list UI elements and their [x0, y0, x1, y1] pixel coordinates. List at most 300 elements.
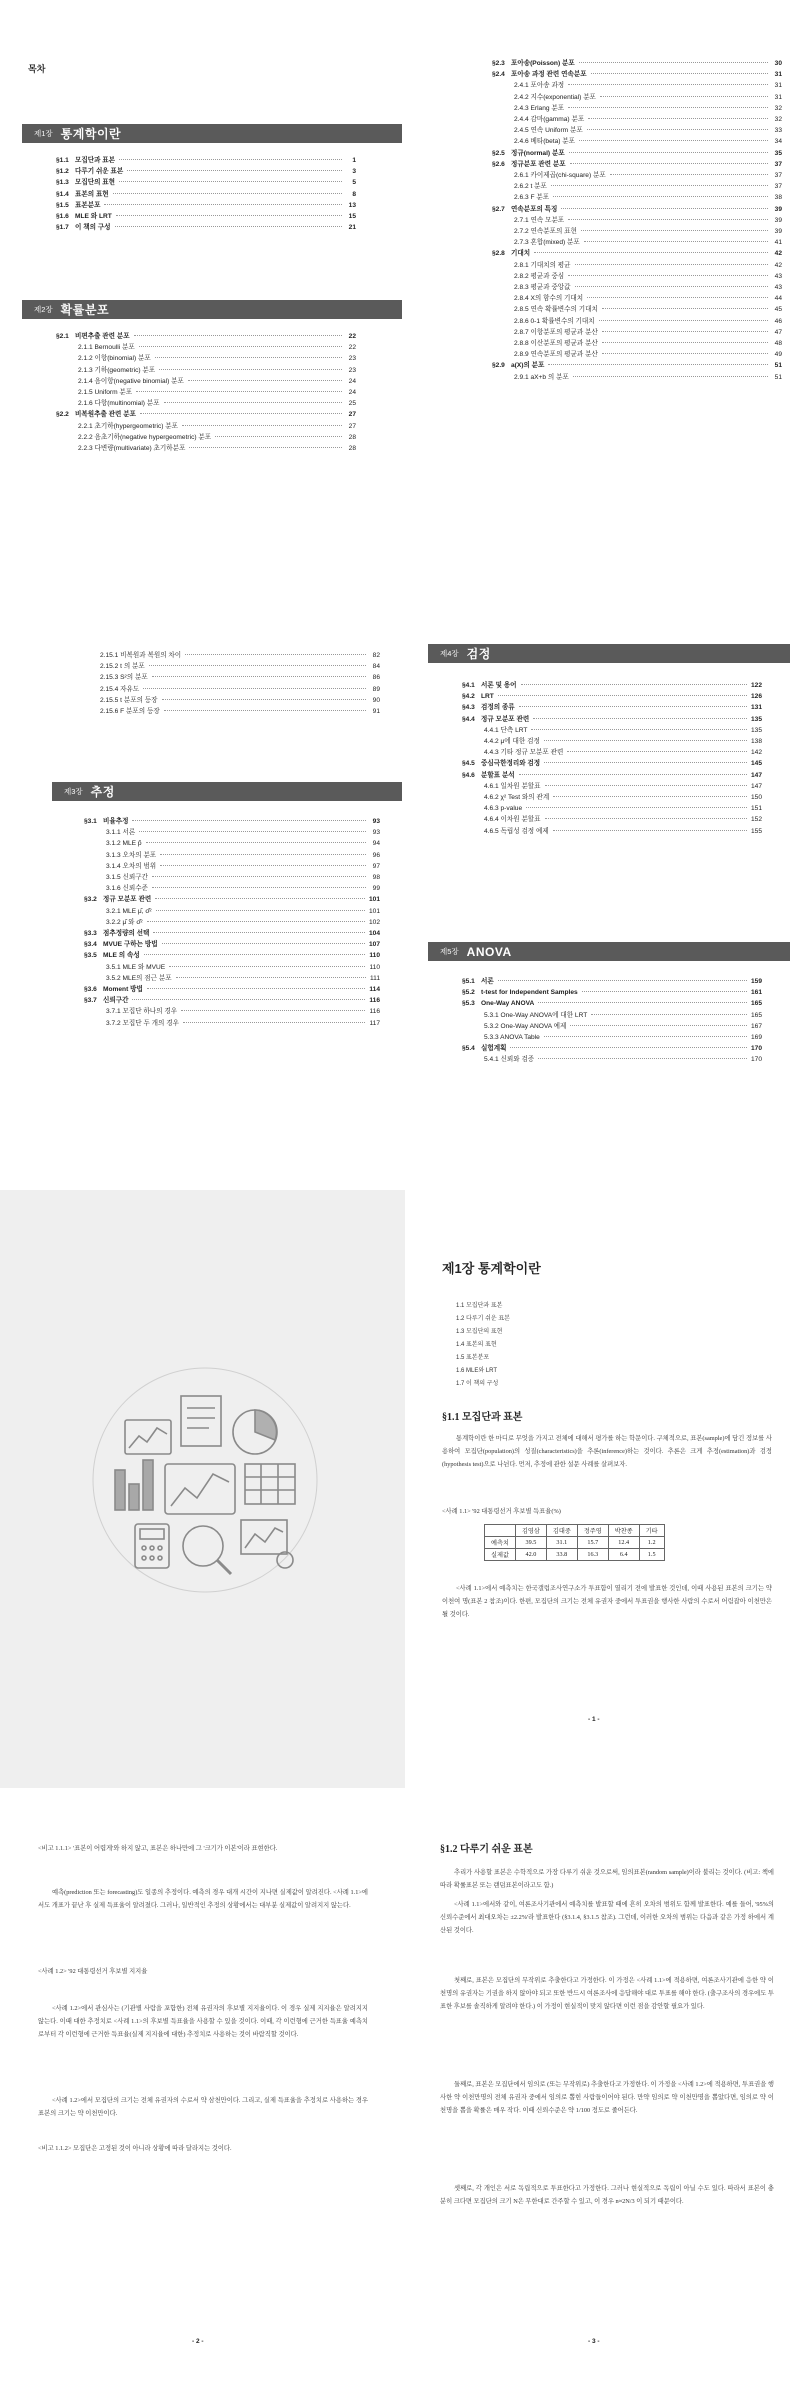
dot-leader: [533, 718, 747, 719]
toc-page-number: 33: [774, 127, 782, 135]
toc-entry[interactable]: [492, 338, 782, 349]
toc-entry[interactable]: [56, 353, 356, 364]
toc-page-number: 31: [774, 82, 782, 90]
toc-entry[interactable]: [462, 1032, 762, 1043]
toc-section-number: §3.7: [84, 997, 97, 1005]
toc-page-number: 150: [750, 794, 762, 802]
toc-entry[interactable]: [462, 758, 762, 769]
paragraph: <사례 1.2>에서 모집단의 크기는 전체 유권자의 수로서 약 삼천만이다. 그리고, 실제 득표율을 추정치로 사용하는 경우 표본의 크기는 약 이천만이다.: [38, 2097, 368, 2117]
toc-section-number: §4.4: [462, 715, 475, 723]
toc-page-number: 161: [750, 989, 762, 997]
page-number: - 1 -: [588, 1716, 600, 1723]
toc-entry-label: One-Way ANOVA: [481, 1000, 535, 1008]
toc-entry[interactable]: [84, 883, 380, 894]
dot-leader: [567, 751, 747, 752]
toc-entry[interactable]: [84, 861, 380, 872]
toc-section-number: §5.4: [462, 1045, 475, 1053]
dot-leader: [155, 898, 365, 899]
toc-entry[interactable]: [56, 398, 356, 409]
toc-page-number: 91: [372, 708, 380, 716]
toc-entry[interactable]: [84, 973, 380, 984]
paragraph: 둘째로, 표본은 모집단에서 임의로 (또는 무작위로) 추출한다고 가정한다. 이 가정을 <사례 1.2>에 적용하면, 투표권을 행사한 약 이천만명의 전체 유권자 중에서 임의로 뽑힌 사람들이어야 된다. 만약 임의로 약 이천만명을 뽑았다면, 임의로 약 이천명을 뽑을 확률은 매우 작다. 이때 신뢰수준은 약 1/100 정도로 줄어든다.: [440, 2081, 774, 2114]
toc-entry-label: 2.15.5 t 분포의 등장: [100, 696, 158, 704]
toc-page-number: 37: [774, 160, 782, 168]
table-row: [485, 1549, 665, 1561]
toc-section-number: §1.7: [56, 224, 69, 232]
toc-entry-label: 서론: [481, 978, 494, 985]
dot-leader: [544, 740, 747, 741]
section-heading: §1.2 다루기 쉬운 표본: [440, 1844, 533, 1855]
toc-entry[interactable]: [462, 1021, 762, 1032]
table-header-row: [485, 1525, 665, 1537]
toc-entry[interactable]: [462, 736, 762, 747]
toc-entry[interactable]: [492, 271, 782, 282]
toc-entry[interactable]: [84, 984, 380, 995]
toc-page-number: 37: [774, 183, 782, 191]
chapter-title: 추정: [90, 785, 115, 799]
table-cell: 예측치: [485, 1537, 516, 1549]
chapter-page-title: 제1장 통계학이란: [442, 1261, 541, 1276]
toc-page-number: 34: [774, 138, 782, 146]
toc-entry[interactable]: [462, 814, 762, 825]
toc-entry-label: 2.1.3 기하(geometric) 분포: [78, 366, 156, 374]
toc-entry-label: 정규 모분포 관련: [481, 715, 530, 723]
dot-leader: [548, 364, 768, 365]
toc-entry-label: 4.4.1 단측 LRT: [484, 726, 528, 734]
toc-entry[interactable]: [462, 1010, 762, 1021]
dot-leader: [152, 676, 366, 677]
table-header-cell: 김대중: [546, 1525, 577, 1537]
toc-entry[interactable]: [462, 691, 762, 702]
toc-page-number: 39: [774, 205, 782, 213]
toc-entry-label: 2.8.3 평균과 중앙값: [514, 284, 571, 292]
toc-entry[interactable]: [492, 204, 782, 215]
dot-leader: [134, 335, 342, 336]
dot-leader: [156, 910, 365, 911]
dot-leader: [568, 107, 768, 108]
toc-entry[interactable]: [84, 1018, 380, 1029]
paragraph: <사례 1.1>에서 예측치는 한국갤럽조사연구소가 투표함이 열리기 전에 발표한 것인데, 이때 사용된 표본의 크기는 약 이천여 명(표본 2 참조)이다. 한편, 모집단의 크기는 전체 유권자 중에서 투표권을 행사한 사람의 수로서 어림잡아 이천만은 될 것이다.: [442, 1585, 772, 1618]
toc-page-number: 86: [372, 674, 380, 682]
toc-entry-label: 서론 및 용어: [481, 682, 517, 689]
toc-entry[interactable]: [462, 702, 762, 713]
toc-entry-label: 2.6.3 F 분포: [514, 194, 550, 202]
toc-entry[interactable]: [56, 409, 356, 420]
toc-page-number: 23: [348, 355, 356, 363]
toc-entry-label: 비복원추출 관련 분포: [75, 411, 136, 419]
chapter-number: 제5장: [440, 947, 459, 956]
toc-page-number: 28: [348, 433, 356, 441]
example-caption: <사례 1.1> '92 대통령선거 후보별 득표율(%): [442, 1508, 561, 1515]
toc-entry[interactable]: [84, 906, 380, 917]
dot-leader: [538, 1002, 747, 1003]
toc-entry-label: 3.5.1 MLE 와 MVUE: [106, 963, 166, 971]
toc-entry[interactable]: [462, 1054, 762, 1065]
dot-leader: [115, 226, 342, 227]
toc-entry-label: MVUE 구하는 방법: [103, 941, 158, 949]
toc-entry[interactable]: [462, 781, 762, 792]
toc-entry[interactable]: [84, 962, 380, 973]
paragraph: 추리가 사용할 표본은 수학적으로 가장 다루기 쉬운 것으로써, 임의표본(random sample)이라 불리는 것이다. (비고: 책에 따라 확률표본 또는 랜덤표본이라고도 함.): [440, 1869, 774, 1889]
toc-entry[interactable]: [56, 421, 356, 432]
toc-entry[interactable]: [492, 226, 782, 237]
toc-entry[interactable]: [462, 987, 762, 998]
toc-entry[interactable]: [492, 215, 782, 226]
toc-entry-label: 2.7.3 혼합(mixed) 분포: [514, 239, 580, 247]
toc-entry-label: 모집단의 표현: [75, 179, 116, 187]
toc-entry[interactable]: [84, 939, 380, 950]
toc-entry[interactable]: [492, 327, 782, 338]
toc-entry-label: 2.4.3 Erlang 분포: [514, 104, 565, 112]
toc-entry-label: 4.6.3 p-value: [484, 805, 523, 813]
statistics-illustration: [85, 1360, 325, 1600]
toc-page-number: 99: [372, 885, 380, 893]
toc-chapter-3: [84, 816, 380, 1029]
toc-page-number: 42: [774, 261, 782, 269]
toc-entry[interactable]: [462, 998, 762, 1009]
toc-entry-label: 3.1.1 서론: [106, 829, 136, 837]
table-cell: 1.2: [639, 1537, 664, 1549]
toc-entry-label: 4.6.5 독립성 검정 예제: [484, 827, 549, 835]
vote-table: [484, 1524, 665, 1561]
toc-page-number: 110: [369, 952, 380, 960]
paragraph: 통계학이란 한 마디로 무엇을 가지고 전체에 대해서 평가를 하는 학문이다. 구체적으로, 표본(sample)에 담긴 정보를 사용하여 모집단(population)의 성질(characteristics)을 추론(inference)하는 것이다. 추론은 크게 추정(estimation)과 검정(hypothesis test)으로 나뉜다. 먼저, 추정에 관한 설문 사례를 살펴보자.: [442, 1435, 772, 1468]
dot-leader: [569, 152, 768, 153]
section-heading: §1.1 모집단과 표본: [442, 1412, 523, 1423]
toc-page-number: 51: [774, 362, 782, 370]
dot-leader: [568, 219, 768, 220]
toc-page-number: 167: [750, 1022, 762, 1030]
toc-chapter-2: [56, 331, 356, 454]
toc-entry[interactable]: [492, 103, 782, 114]
toc-entry-label: 포아송 과정 관련 연속분포: [511, 71, 587, 79]
chapter-header-4: [428, 644, 790, 663]
toc-section-number: §1.5: [56, 201, 69, 209]
toc-entry[interactable]: [56, 387, 356, 398]
toc-entry[interactable]: [84, 995, 380, 1006]
toc-entry-label: 3.1.6 신뢰수준: [106, 885, 148, 893]
toc-entry[interactable]: [492, 181, 782, 192]
chapter-mini-toc: [456, 1300, 510, 1391]
toc-page-number: 51: [774, 373, 782, 381]
toc-entry[interactable]: [56, 177, 356, 188]
toc-entry[interactable]: [492, 136, 782, 147]
toc-section-number: §3.2: [84, 896, 97, 904]
dot-leader: [113, 193, 342, 194]
dot-leader: [152, 887, 366, 888]
paragraph: <사례 1.2>에서 관심사는 (기관별 사람을 포함한) 전체 유권자의 후보별 지지율이다. 이 경우 실제 지지율은 알려지지 않는다. 이때 대한 추정치로 <사례 1.1>의 후보별 득표율을 사용할 수 있을 것이다. 이때, 각 이런형에 근거한 득표율 예측치로부터 각 이런형에 근거한 득표율(실제 지지율에 대한) 추정치로 사용하는 것이 바람직할 것이다.: [38, 2005, 368, 2038]
toc-entry[interactable]: [462, 680, 762, 691]
toc-entry[interactable]: [492, 114, 782, 125]
table-cell: 16.3: [577, 1549, 608, 1561]
dot-leader: [588, 118, 768, 119]
toc-section-number: §4.2: [462, 693, 475, 701]
toc-entry-label: 2.15.2 t 의 분포: [100, 663, 145, 671]
toc-entry[interactable]: [462, 714, 762, 725]
dot-leader: [610, 174, 768, 175]
toc-entry-label: 3.7.1 모집단 하나의 경우: [106, 1008, 178, 1016]
dot-leader: [538, 1058, 747, 1059]
toc-entry-label: 기대치: [511, 250, 531, 258]
toc-entry-label: 포아송(Poisson) 분포: [511, 60, 575, 67]
toc-entry[interactable]: [84, 917, 380, 928]
toc-entry[interactable]: [462, 725, 762, 736]
toc-section-number: §3.1: [84, 818, 97, 825]
toc-entry[interactable]: [100, 672, 380, 683]
table-cell: 33.8: [546, 1549, 577, 1561]
toc-page-number: 142: [750, 749, 762, 757]
toc-entry[interactable]: [492, 80, 782, 91]
toc-entry[interactable]: [56, 443, 356, 454]
dot-leader: [143, 688, 366, 689]
toc-entry[interactable]: [84, 928, 380, 939]
dot-leader: [602, 331, 768, 332]
toc-page-number: 24: [348, 389, 356, 397]
dot-leader: [152, 876, 366, 877]
toc-page-number: 117: [369, 1019, 380, 1027]
dot-leader: [169, 966, 365, 967]
toc-entry[interactable]: [492, 237, 782, 248]
toc-entry[interactable]: [56, 200, 356, 211]
toc-entry-label: 2.9.1 aX+b 의 분포: [514, 373, 569, 381]
chapter-title: ANOVA: [466, 944, 512, 959]
toc-section-number: §2.1: [56, 333, 69, 340]
toc-page-number: 43: [774, 284, 782, 292]
dot-leader: [510, 1047, 747, 1048]
toc-entry[interactable]: [84, 1006, 380, 1017]
toc-page-number: 135: [750, 715, 762, 723]
toc-page-number: 38: [774, 194, 782, 202]
dot-leader: [544, 1036, 747, 1037]
toc-page-number: 170: [750, 1045, 762, 1053]
page-number: - 3 -: [588, 2338, 600, 2345]
toc-entry-label: 4.6.1 일차원 분할표: [484, 782, 541, 790]
note: <비고 1.1.2> 모집단은 고정된 것이 아니라 상황에 따라 달라지는 것이다.: [38, 2145, 232, 2152]
toc-entry-label: 2.4.6 베타(beta) 분포: [514, 138, 576, 146]
toc-entry-label: 2.15.6 F 분포의 등장: [100, 708, 160, 716]
toc-entry[interactable]: [56, 166, 356, 177]
dot-leader: [591, 73, 768, 74]
toc-entry[interactable]: [492, 304, 782, 315]
dot-leader: [587, 129, 768, 130]
toc-entry[interactable]: [462, 1043, 762, 1054]
toc-entry[interactable]: [56, 432, 356, 443]
toc-entry[interactable]: [492, 316, 782, 327]
toc-page-number: 165: [750, 1011, 762, 1019]
toc-page-number: 94: [372, 840, 380, 848]
toc-page-number: 25: [348, 400, 356, 408]
toc-entry[interactable]: [492, 69, 782, 80]
toc-entry[interactable]: [492, 260, 782, 271]
toc-entry[interactable]: [56, 342, 356, 353]
dot-leader: [579, 62, 768, 63]
mini-toc-item: 1.4 표본의 표현: [456, 1342, 497, 1348]
toc-page-number: 44: [774, 295, 782, 303]
toc-entry-label: 3.5.2 MLE의 점근 분포: [106, 974, 172, 982]
paragraph: 셋째로, 각 개인은 서로 독립적으로 투표한다고 가정한다. 그러나 현실적으로 독립이 아닐 수도 있다. 따라서 표본이 충분히 크다면 모집단의 크기 N은 무한대로 간주할 수 있고, 이 경우 n≈2N/3 이 되기 때문이다.: [440, 2185, 774, 2205]
toc-entry[interactable]: [462, 770, 762, 781]
dot-leader: [581, 230, 768, 231]
toc-page-number: 31: [774, 93, 782, 101]
toc-entry[interactable]: [492, 248, 782, 259]
toc-page-number: 111: [369, 974, 380, 982]
toc-entry-label: 표본분포: [75, 201, 101, 209]
toc-entry-label: 3.1.4 오차의 범위: [106, 862, 157, 870]
dot-leader: [160, 854, 366, 855]
toc-page-number: 104: [368, 930, 380, 938]
toc-entry-label: MLE 와 LRT: [75, 213, 112, 221]
toc-entry-label: 2.1.2 이항(binomial) 분포: [78, 355, 151, 363]
table-cell: 15.7: [577, 1537, 608, 1549]
toc-page-number: 114: [369, 986, 380, 994]
dot-leader: [591, 1014, 747, 1015]
toc-entry[interactable]: [100, 684, 380, 695]
toc-page-number: 155: [750, 827, 762, 835]
toc-entry-label: 2.8.4 X의 함수의 기대치: [514, 295, 584, 303]
toc-entry[interactable]: [84, 850, 380, 861]
toc-page-number: 49: [774, 351, 782, 359]
toc-page-number: 82: [372, 652, 380, 659]
toc-page-number: 23: [348, 366, 356, 374]
toc-entry-label: 4.6.4 이차원 분할표: [484, 816, 541, 824]
toc-entry[interactable]: [492, 372, 782, 383]
toc-entry-label: 표본의 표현: [75, 190, 109, 198]
toc-entry-label: LRT: [481, 693, 494, 701]
table-header-cell: [485, 1525, 516, 1537]
toc-entry[interactable]: [84, 950, 380, 961]
dot-leader: [579, 140, 768, 141]
dot-leader: [127, 170, 342, 171]
toc-page-number: 138: [750, 738, 762, 746]
dot-leader: [149, 665, 366, 666]
toc-spread-1: [0, 0, 810, 590]
dot-leader: [519, 774, 747, 775]
toc-page-number: 5: [352, 179, 356, 187]
toc-entry[interactable]: [56, 365, 356, 376]
toc-entry[interactable]: [492, 148, 782, 159]
toc-entry[interactable]: [462, 803, 762, 814]
toc-entry[interactable]: [100, 706, 380, 717]
toc-entry[interactable]: [492, 159, 782, 170]
chapter-cover-page: [0, 1190, 405, 1788]
toc-entry-label: 3.2.2 μ̂ 와 σ̂²: [106, 918, 143, 926]
toc-entry-label: 2.8.8 이산분포의 평균과 분산: [514, 340, 598, 348]
mini-toc-item: 1.3 모집단의 표현: [456, 1329, 503, 1335]
toc-entry[interactable]: [56, 155, 356, 166]
toc-entry-label: 2.7.1 연속 모분포: [514, 216, 565, 224]
toc-entry[interactable]: [84, 894, 380, 905]
toc-entry-label: 5.3.1 One-Way ANOVA에 대한 LRT: [484, 1011, 588, 1019]
toc-entry[interactable]: [56, 189, 356, 200]
dot-leader: [526, 807, 747, 808]
toc-section-number: §5.2: [462, 989, 475, 997]
toc-entry[interactable]: [56, 331, 356, 342]
dot-leader: [544, 762, 747, 763]
dot-leader: [153, 932, 365, 933]
chapter-number: 제3장: [64, 787, 83, 796]
toc-page-number: 13: [348, 201, 356, 209]
dot-leader: [521, 684, 747, 685]
toc-entry[interactable]: [56, 376, 356, 387]
chapter-header-1: [22, 124, 402, 143]
example-caption: <사례 1.2> '92 대통령선거 후보별 지지율: [38, 1968, 148, 1975]
dot-leader: [181, 1010, 365, 1011]
toc-page-number: 22: [348, 344, 356, 352]
toc-entry-label: 2.15.4 자유도: [100, 685, 140, 693]
toc-page-number: 101: [368, 907, 380, 915]
paragraph: <사례 1.1>에서와 같이, 여론조사기관에서 예측치를 발표할 때에 흔히 오차의 범위도 함께 발표한다. 예를 들어, '95%의 신뢰수준에서 최대오차는 ±2.2%'라 발표한다 (§3.1.4, §3.1.5 참조). 그런데, 이러한 오차의 범위는 다음과 같은 가정 하에서 계산된 것이다.: [440, 1901, 774, 1934]
toc-entry[interactable]: [492, 170, 782, 181]
dot-leader: [136, 391, 342, 392]
toc-page-number: 32: [774, 104, 782, 112]
toc-entry-label: 2.4.5 연속 Uniform 분포: [514, 127, 583, 135]
toc-entry[interactable]: [84, 816, 380, 827]
toc-entry[interactable]: [84, 872, 380, 883]
toc-entry[interactable]: [100, 650, 380, 661]
dot-leader: [164, 710, 366, 711]
chapter-number: 제2장: [34, 305, 53, 314]
toc-entry[interactable]: [56, 222, 356, 233]
toc-entry[interactable]: [492, 92, 782, 103]
dot-leader: [159, 369, 342, 370]
toc-entry[interactable]: [492, 293, 782, 304]
mini-toc-item: 1.5 표본분포: [456, 1355, 490, 1361]
toc-entry[interactable]: [492, 125, 782, 136]
toc-page-number: 131: [750, 704, 762, 712]
toc-entry[interactable]: [84, 838, 380, 849]
toc-entry[interactable]: [84, 827, 380, 838]
toc-entry[interactable]: [462, 747, 762, 758]
mini-toc-item: 1.6 MLE와 LRT: [456, 1368, 498, 1374]
toc-entry[interactable]: [56, 211, 356, 222]
toc-section-number: §4.5: [462, 760, 475, 768]
table-header-cell: 기타: [639, 1525, 664, 1537]
toc-entry[interactable]: [492, 349, 782, 360]
toc-entry[interactable]: [462, 976, 762, 987]
table-cell: 42.0: [515, 1549, 546, 1561]
toc-page-number: 3: [352, 168, 356, 176]
dot-leader: [570, 163, 768, 164]
dot-leader: [189, 447, 342, 448]
toc-entry[interactable]: [492, 58, 782, 69]
chapter-header-3: [52, 782, 402, 801]
toc-page-number: 48: [774, 340, 782, 348]
toc-entry[interactable]: [492, 282, 782, 293]
toc-entry-label: 4.4.3 기타 정규 모분포 관련: [484, 749, 564, 757]
dot-leader: [147, 921, 365, 922]
note: <비고 1.1.1> '표본이 어렵게'와 하지 않고, 표본은 하나만에 그 '크기가 이본'이라 표현한다.: [38, 1845, 278, 1852]
toc-entry-label: 비율추정: [103, 818, 129, 825]
dot-leader: [498, 980, 747, 981]
toc-entry[interactable]: [100, 661, 380, 672]
toc-entry-label: MLE 의 속성: [103, 952, 140, 960]
toc-entry-label: 비편추출 관련 분포: [75, 333, 130, 340]
table-cell: 1.5: [639, 1549, 664, 1561]
toc-chapter-5: [462, 976, 762, 1066]
toc-entry[interactable]: [100, 695, 380, 706]
dot-leader: [519, 706, 747, 707]
toc-entry-label: 2.6.2 t 분포: [514, 183, 547, 191]
toc-page-number: 21: [348, 224, 356, 232]
toc-entry[interactable]: [462, 826, 762, 837]
table-cell: 12.4: [608, 1537, 639, 1549]
toc-entry[interactable]: [492, 360, 782, 371]
toc-entry[interactable]: [462, 792, 762, 803]
toc-section-number: §5.1: [462, 978, 475, 985]
toc-page-number: 169: [750, 1034, 762, 1042]
toc-entry[interactable]: [492, 192, 782, 203]
toc-page-number: 84: [372, 663, 380, 671]
